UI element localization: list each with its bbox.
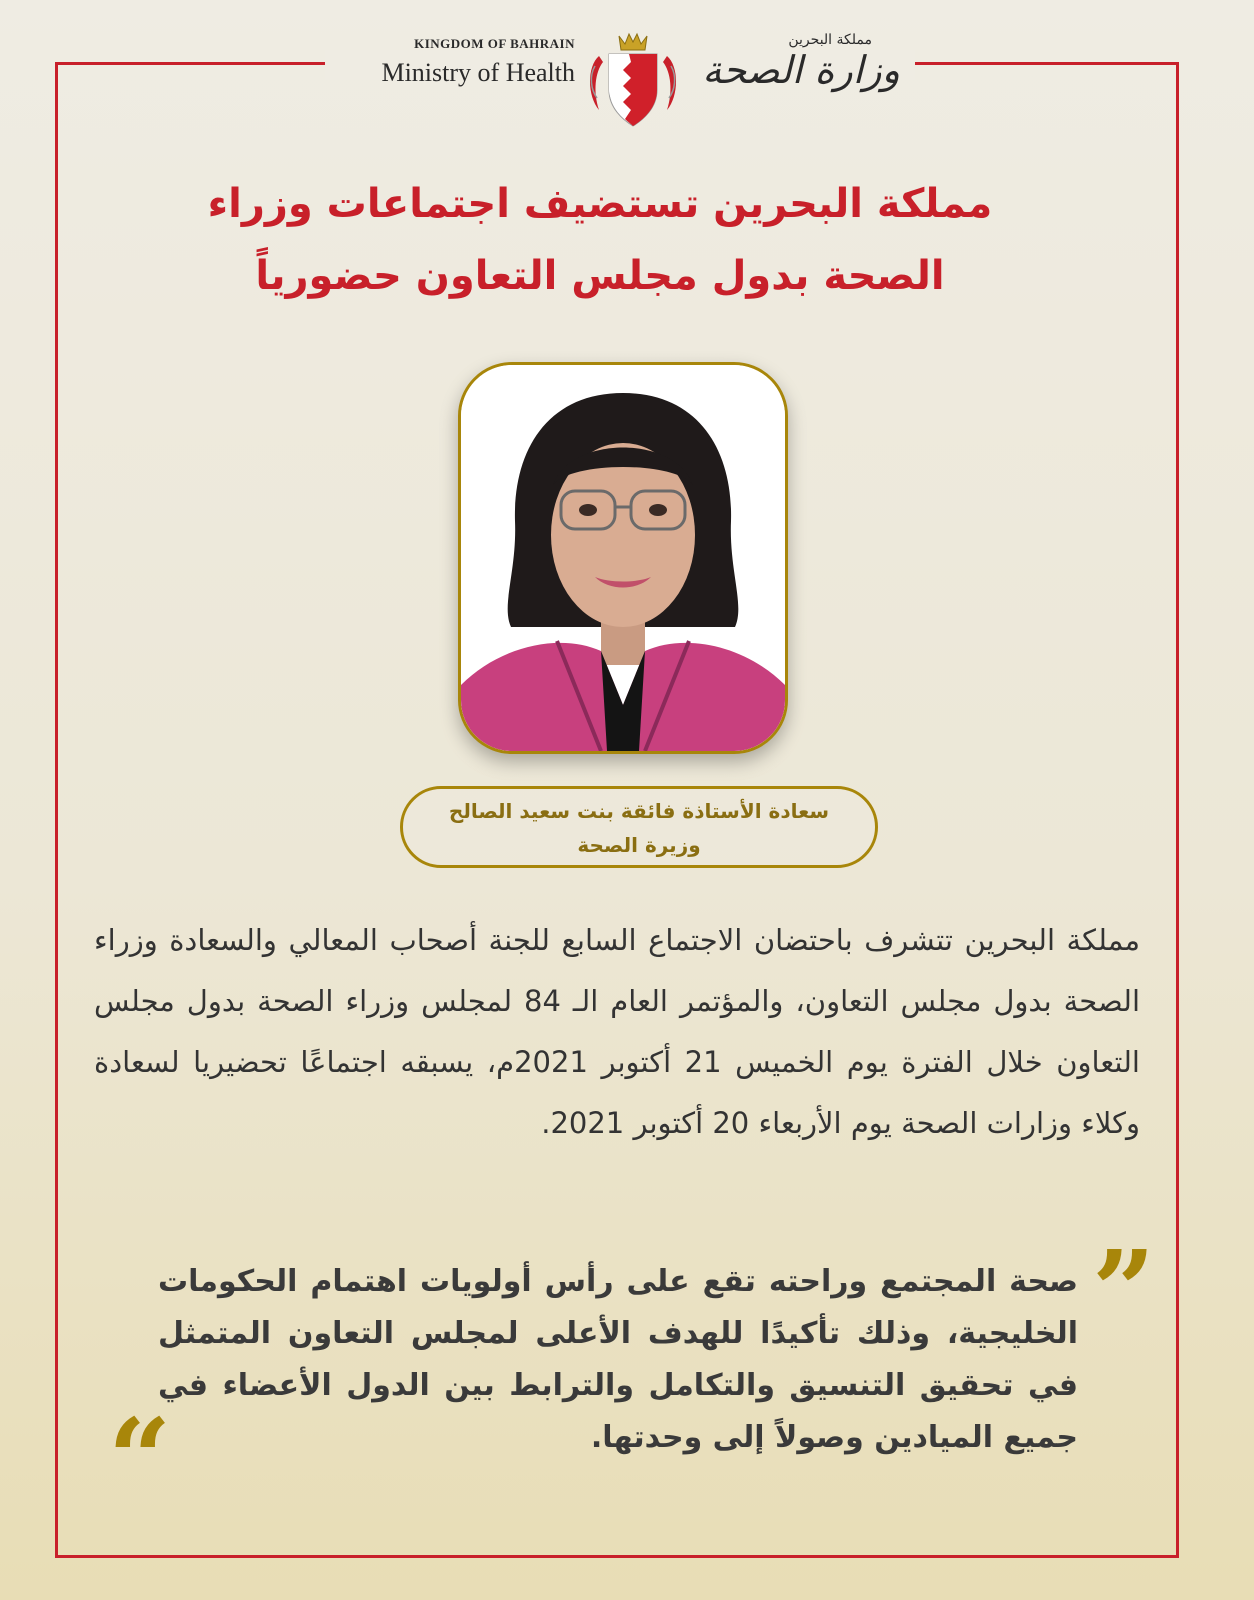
open-quote-icon: ”	[1092, 1226, 1156, 1355]
headline-line-2: الصحة بدول مجلس التعاون حضورياً	[255, 253, 945, 299]
minister-portrait	[458, 362, 788, 754]
ministry-header	[330, 26, 920, 136]
minister-name: سعادة الأستاذة فائقة بنت سعيد الصالح	[448, 799, 830, 823]
portrait-illustration	[461, 365, 785, 751]
announcement-paragraph: مملكة البحرين تتشرف باحتضان الاجتماع السابع للجنة أصحاب المعالي والسعادة وزراء الصحة بدول مجلس التعاون، والمؤتمر العام الـ 84 لمجلس وزراء الصحة بدول مجلس التعاون خلال الفترة يوم الخميس 21 أكتوبر 2021م، يسبقه اجتماعًا تحضيريا لسعادة وكلاء وزارات الصحة يوم الأربعاء 20 أكتوبر 2021.	[94, 923, 1140, 1140]
ministry-label-en: Ministry of Health	[381, 58, 575, 87]
arabic-logo-text	[690, 32, 900, 92]
close-quote-icon: “	[108, 1394, 172, 1523]
headline	[140, 168, 1060, 312]
kingdom-label-ar: مملكة البحرين	[788, 32, 872, 48]
english-logo-text	[330, 36, 575, 88]
minister-caption	[400, 786, 878, 868]
bahrain-emblem-icon	[585, 26, 681, 130]
minister-quote: صحة المجتمع وراحته تقع على رأس أولويات اهتمام الحكومات الخليجية، وذلك تأكيدًا للهدف الأعلى لمجلس التعاون المتمثل في تحقيق التنسيق والتكامل والترابط بين الدول الأعضاء في جميع الميادين وصولاً إلى وحدتها.	[158, 1264, 1078, 1455]
minister-role: وزيرة الصحة	[577, 833, 701, 857]
ministry-label-ar: وزارة الصحة	[702, 48, 900, 92]
kingdom-label-en: KINGDOM OF BAHRAIN	[414, 36, 575, 51]
headline-line-1: مملكة البحرين تستضيف اجتماعات وزراء	[207, 181, 993, 227]
